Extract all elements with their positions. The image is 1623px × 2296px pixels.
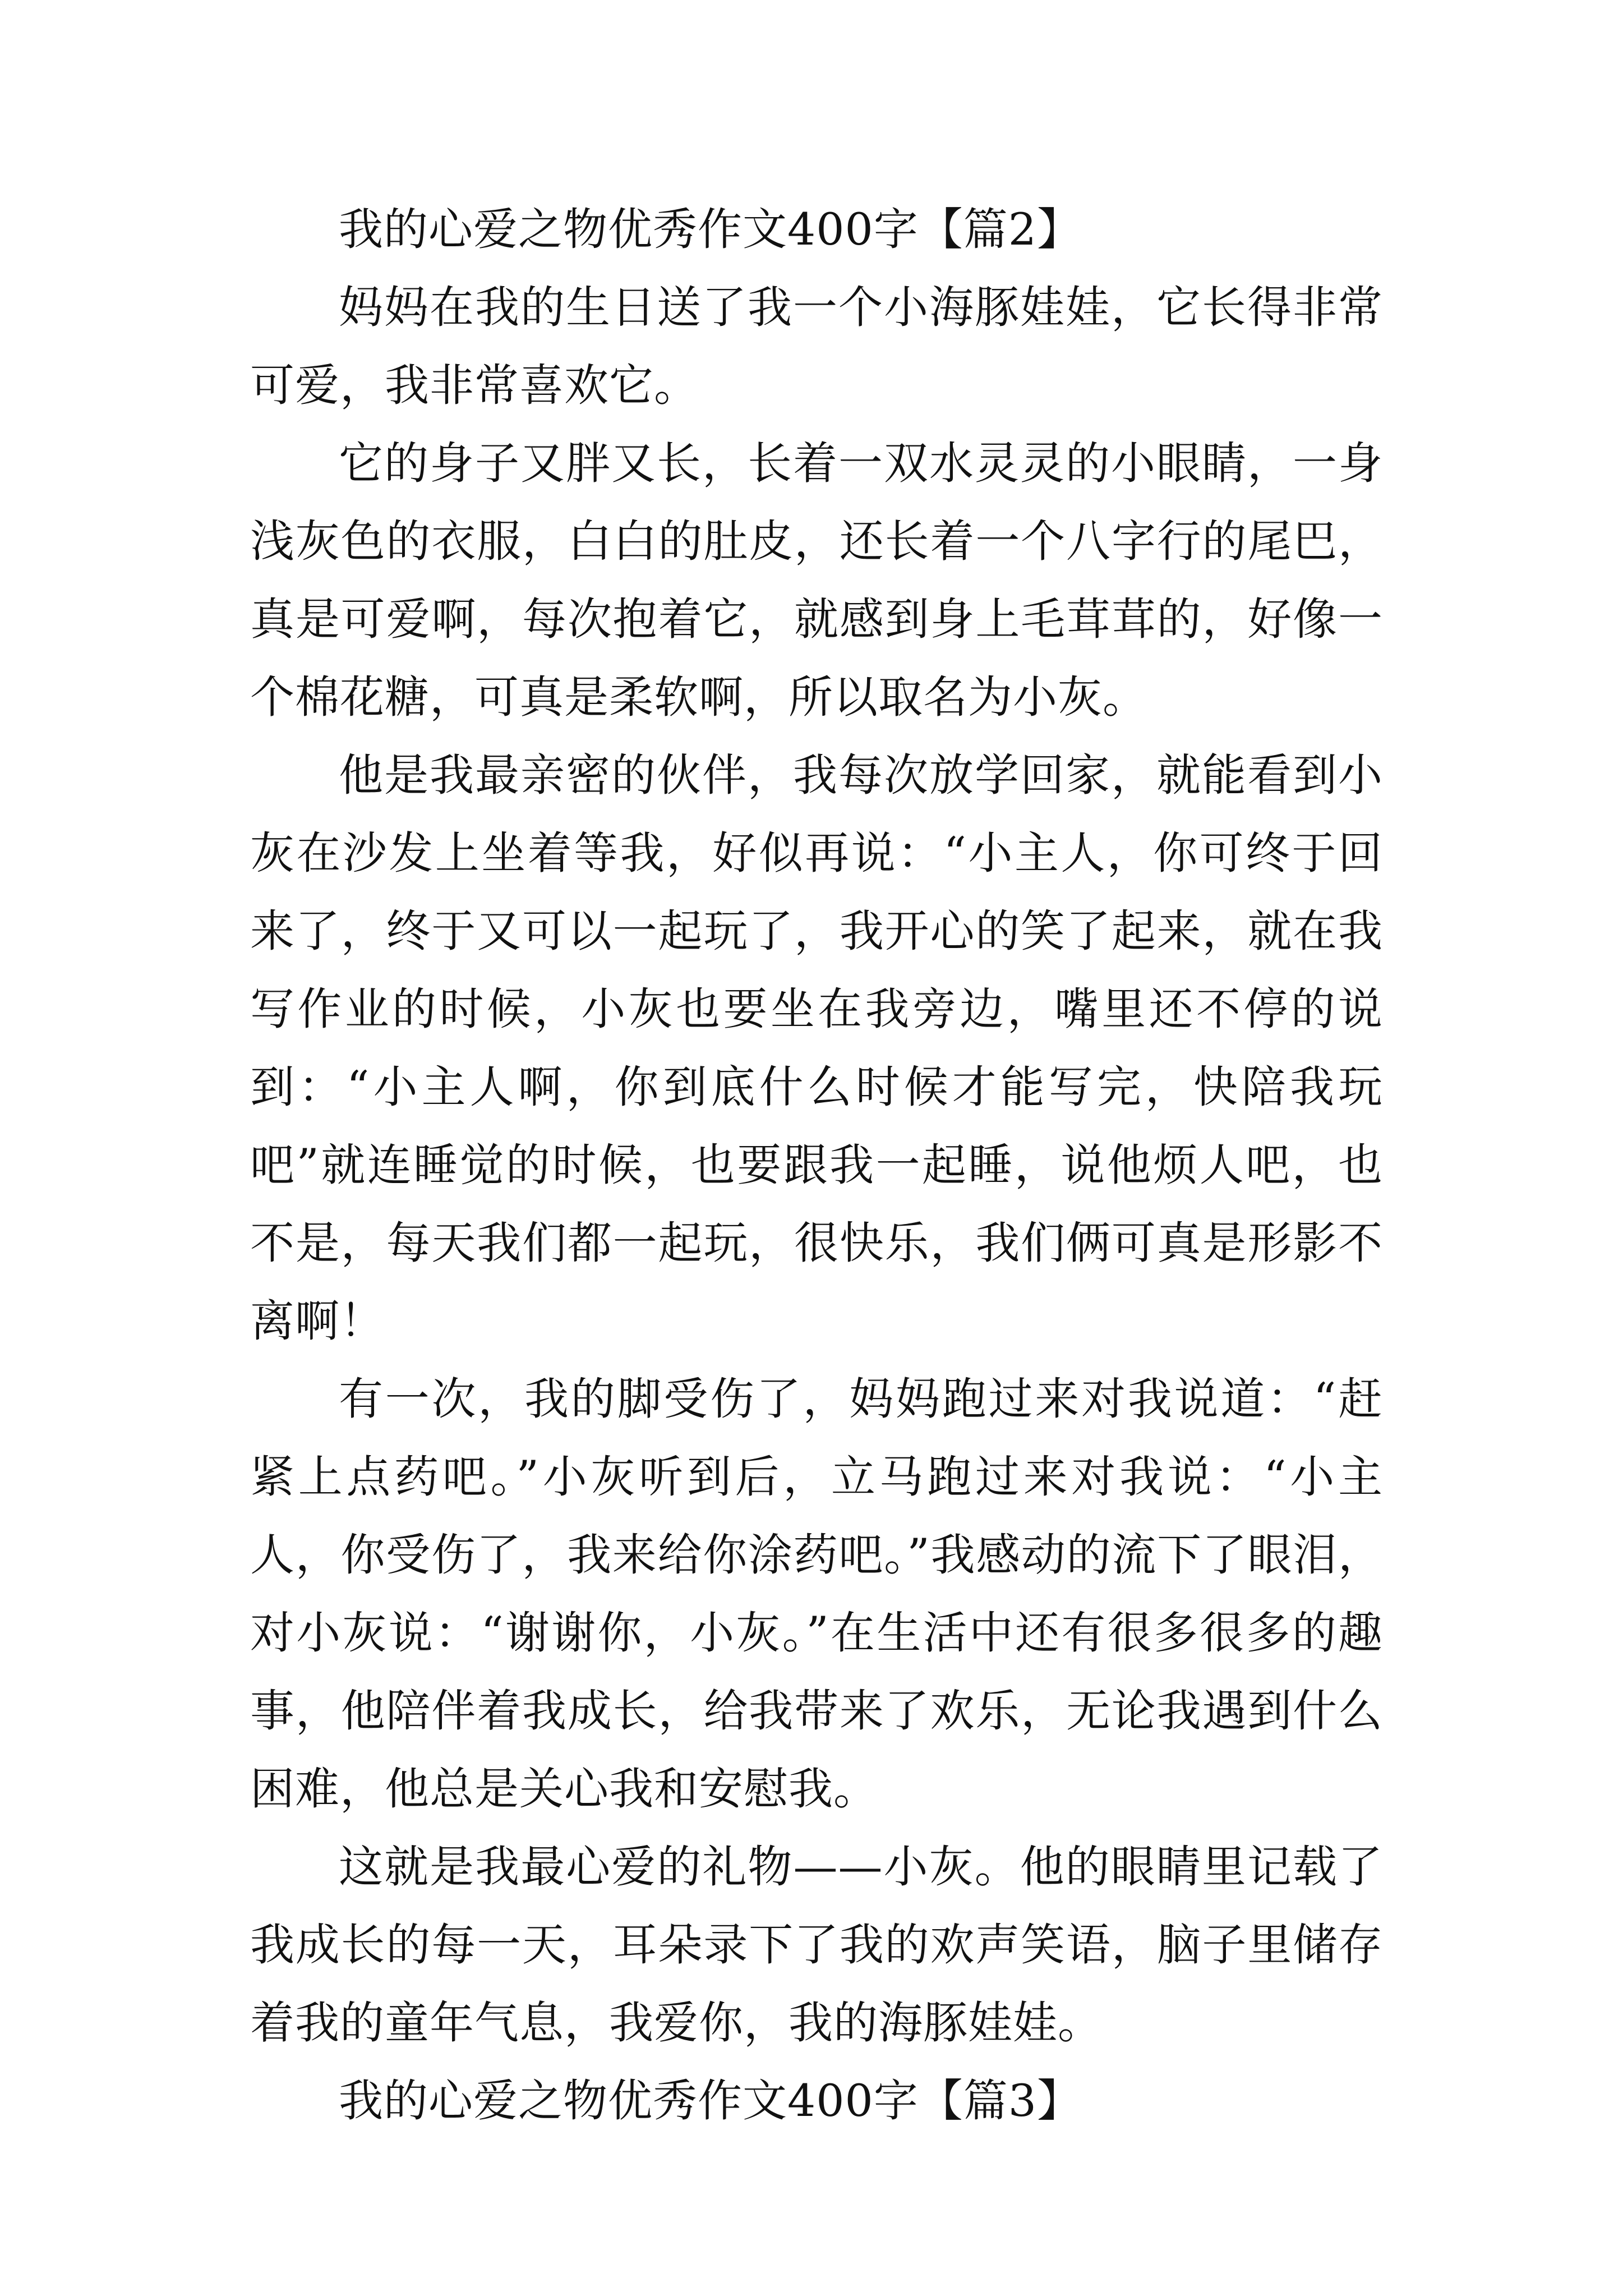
paragraph-injury-story: 有一次，我的脚受伤了，妈妈跑过来对我说道：“赶紧上点药吧。”小灰听到后，立马跑过来对我说：“小主人，你受伤了，我来给你涂药吧。”我感动的流下了眼泪，对小灰说：“谢谢你，小灰。”在生活中还有很多很多的趣事，他陪伴着我成长，给我带来了欢乐，无论我遇到什么困难，他总是关心我和安慰我。 (250, 1373, 1383, 1815)
paragraph-appearance: 它的身子又胖又长，长着一双水灵灵的小眼睛，一身浅灰色的衣服，白白的肚皮，还长着一个八字行的尾巴，真是可爱啊，每次抱着它，就感到身上毛茸茸的，好像一个棉花糖，可真是柔软啊，所以取名为小灰。 (250, 438, 1383, 723)
paragraph-gift: 妈妈在我的生日送了我一个小海豚娃娃，它长得非常可爱，我非常喜欢它。 (250, 282, 1383, 411)
paragraph-companion: 他是我最亲密的伙伴，我每次放学回家，就能看到小灰在沙发上坐着等我，好似再说：“小主人，你可终于回来了，终于又可以一起玩了，我开心的笑了起来，就在我写作业的时候，小灰也要坐在我旁边，嘴里还不停的说到：“小主人啊，你到底什么时候才能写完，快陪我玩吧”就连睡觉的时候，也要跟我一起睡，说他烦人吧，也不是，每天我们都一起玩，很快乐，我们俩可真是形影不离啊！ (250, 749, 1383, 1347)
essay-heading-2: 我的心爱之物优秀作文400字【篇2】 (339, 204, 1082, 255)
essay-body (250, 191, 1383, 2140)
paragraph-conclusion: 这就是我最心爱的礼物——小灰。他的眼睛里记载了我成长的每一天，耳朵录下了我的欢声笑语，脑子里储存着我的童年气息，我爱你，我的海豚娃娃。 (250, 1841, 1383, 2049)
essay-heading-3: 我的心爱之物优秀作文400字【篇3】 (339, 2075, 1082, 2127)
